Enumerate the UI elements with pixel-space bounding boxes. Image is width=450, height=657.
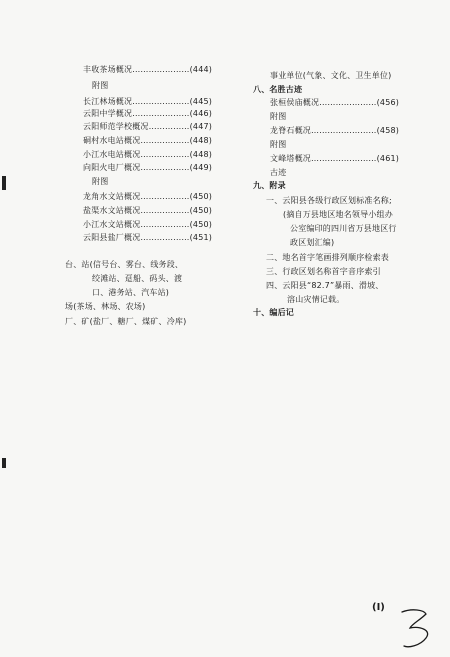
toc-entry-farms: 场(茶场、林场、农场) xyxy=(65,302,146,311)
section-heading-appendix: 九、附录 xyxy=(253,181,286,190)
toc-entry-stations: 台、站(信号台、雾台、线务段、 xyxy=(65,260,184,269)
toc-entry-admin-division-note: (摘自万县地区地名领导小组办 xyxy=(283,210,393,219)
section-heading-scenic-sites: 八、名胜古迹 xyxy=(253,85,303,94)
toc-entry-figure: 附图 xyxy=(92,81,109,90)
scan-edge-mark xyxy=(2,176,6,190)
handwritten-mark xyxy=(396,606,438,650)
toc-entry-rainstorm-record: 四、云阳县“82.7”暴雨、滑坡、 xyxy=(266,281,384,290)
toc-entry-yunyang-normal-school: 云阳师范学校概况……………(447) xyxy=(83,122,213,131)
toc-entry-historic-sites: 古迹 xyxy=(270,168,287,177)
section-heading-afterword: 十、编后记 xyxy=(253,308,294,317)
toc-entry-stations-cont: 绞滩站、趸船、码头、渡 xyxy=(92,274,183,283)
toc-entry-yunyang-salt-factory: 云阳县盐厂概况………………(451) xyxy=(83,233,213,242)
toc-entry-tongcun-hydro-station: 硐村水电站概况………………(448) xyxy=(83,136,213,145)
toc-entry-changjiang-forest-farm: 长江林场概况…………………(445) xyxy=(83,97,213,106)
toc-entry-pinyin-index: 三、行政区划名称首字音序索引 xyxy=(266,267,381,276)
page-number: (Ⅰ) xyxy=(372,602,385,613)
toc-entry-xiangyang-thermal-plant: 向阳火电厂概况………………(449) xyxy=(83,163,213,172)
toc-entry-figure: 附图 xyxy=(92,177,109,186)
toc-entry-factories-mines: 厂、矿(盐厂、糖厂、煤矿、冷库) xyxy=(65,317,187,326)
toc-entry-longjiao-hydrology-station: 龙角水文站概况………………(450) xyxy=(83,192,213,201)
toc-entry-figure: 附图 xyxy=(270,140,287,149)
toc-entry-figure: 附图 xyxy=(270,112,287,121)
toc-entry-admin-division-note: 政区划汇编) xyxy=(290,238,335,247)
toc-entry-admin-division-note: 公室编印的四川省万县地区行 xyxy=(290,224,397,233)
toc-entry-rainstorm-record-cont: 溶山灾情记载。 xyxy=(287,295,345,304)
toc-entry-xiaojiang-hydro-station: 小江水电站概况………………(448) xyxy=(83,150,213,159)
toc-entry-fengshou-tea-farm: 丰收茶场概况…………………(444) xyxy=(83,65,213,74)
toc-entry-public-institutions: 事业单位(气象、文化、卫生单位) xyxy=(270,71,392,80)
toc-entry-xiaojiang-hydrology-station: 小江水文站概况………………(450) xyxy=(83,220,213,229)
toc-entry-zhanghuanhou-temple: 张桓侯庙概况…………………(456) xyxy=(270,98,400,107)
toc-entry-admin-division-names: 一、云阳县各级行政区划标准名称; xyxy=(266,196,392,205)
toc-entry-stroke-index: 二、地名首字笔画排列顺序检索表 xyxy=(266,253,389,262)
toc-entry-stations-cont: 口、港务站、汽车站) xyxy=(92,288,170,297)
toc-entry-yunyang-middle-school: 云阳中学概况…………………(446) xyxy=(83,109,213,118)
toc-entry-wenfeng-pagoda: 文峰塔概况……………………(461) xyxy=(270,154,400,163)
toc-entry-yanqu-hydrology-station: 盐渠水文站概况………………(450) xyxy=(83,206,213,215)
toc-entry-longji-stone: 龙脊石概况……………………(458) xyxy=(270,126,400,135)
scan-edge-mark xyxy=(2,458,6,468)
